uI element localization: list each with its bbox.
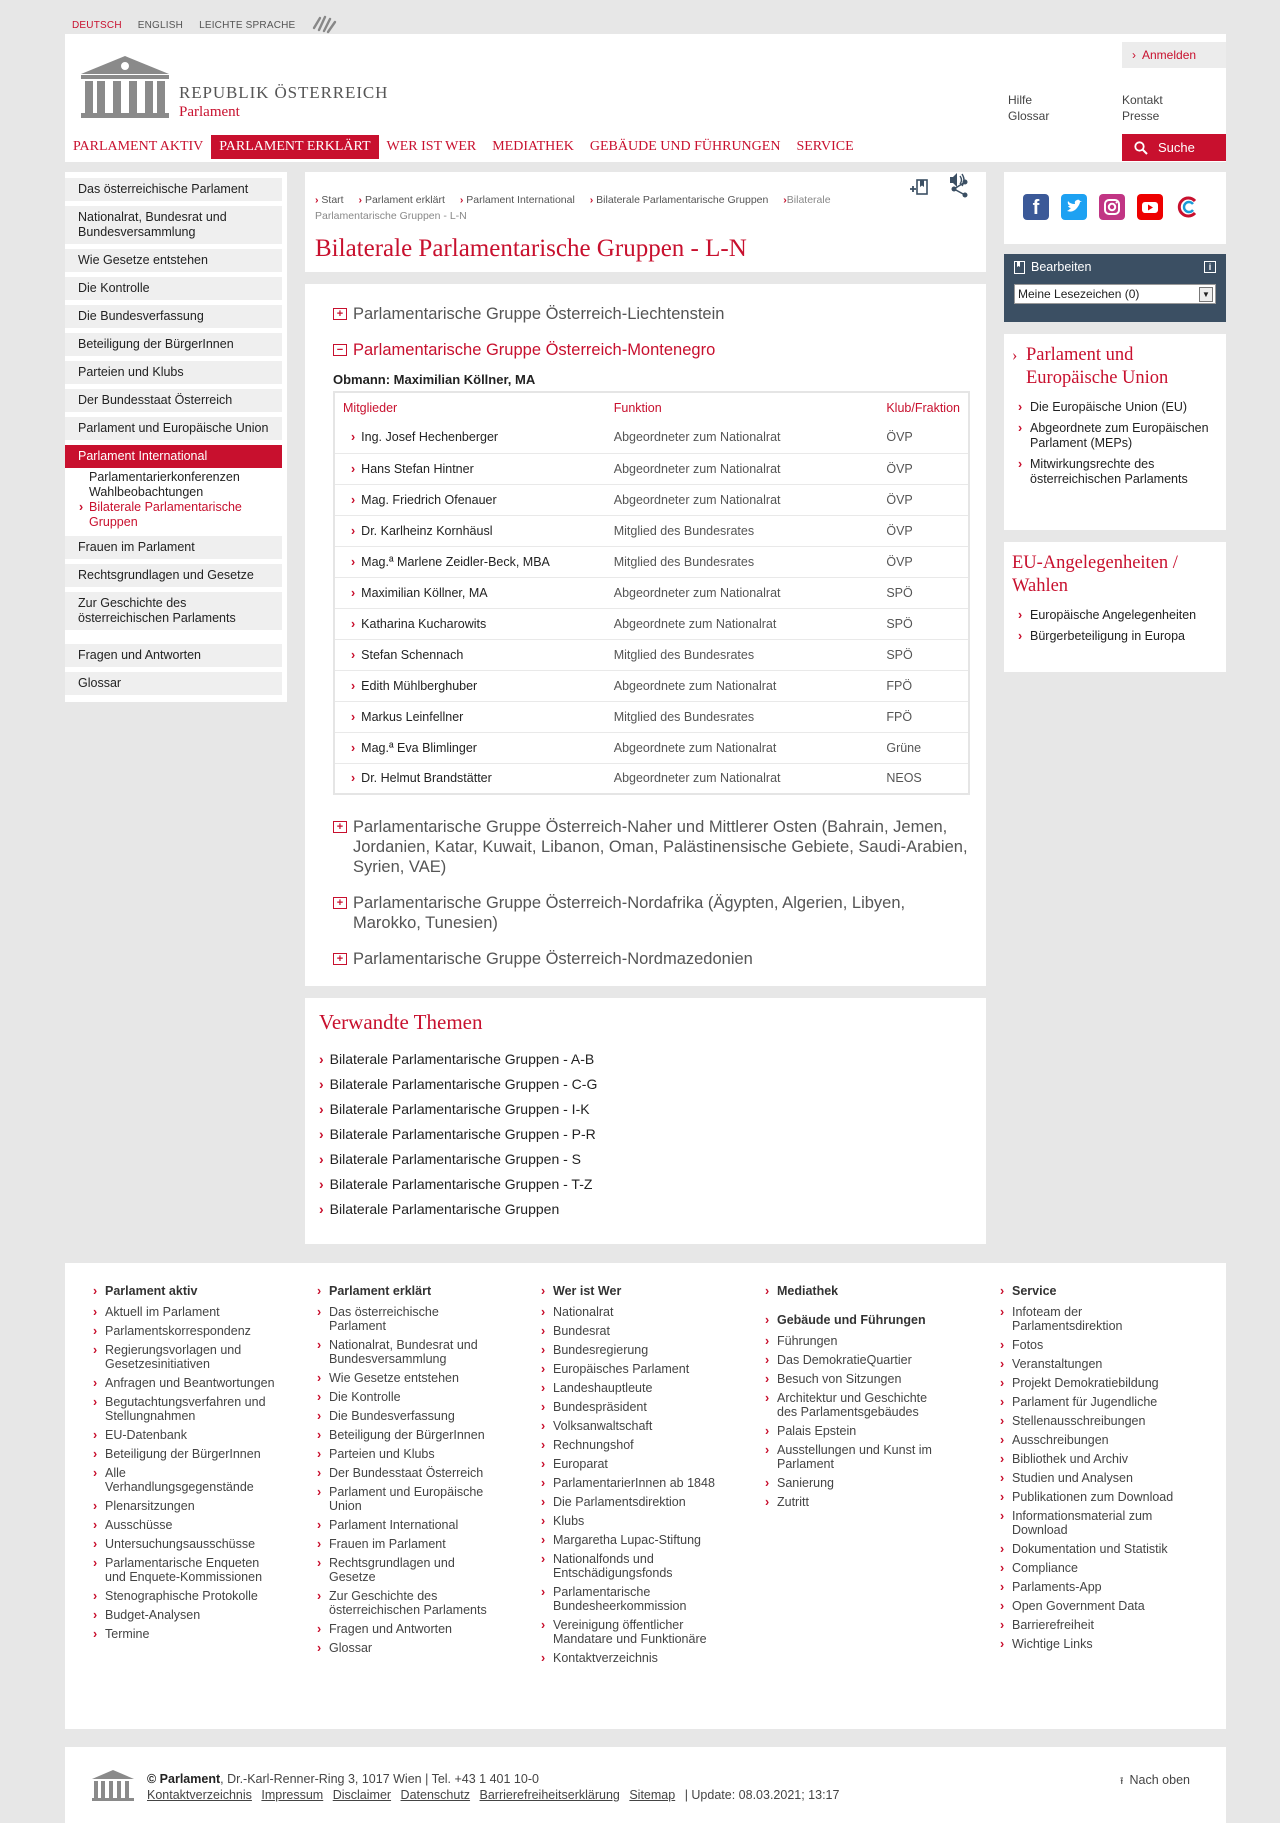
page-tools [908,178,970,201]
member-club: FPÖ [878,701,969,732]
member-club: SPÖ [878,608,969,639]
dropdown-arrow-icon: ▼ [1199,287,1213,302]
footer-sitemap-link[interactable]: › Parlament für Jugendliche [1000,1395,1175,1409]
footer-col-service [1000,1284,1175,1656]
sidebar-item[interactable]: Wie Gesetze entstehen [65,249,282,272]
press-link[interactable]: Presse [1122,109,1160,123]
footer-sitemap-link[interactable]: › Glossar [317,1641,497,1655]
footer-sitemap-link[interactable]: › Nationalrat [541,1305,721,1319]
footer-sitemap-link[interactable]: › Die Kontrolle [317,1390,497,1404]
sidebar-item[interactable]: Die Kontrolle [65,277,282,300]
accordion-title: Parlamentarische Gruppe Österreich-Nordafrika (Ägypten, Algerien, Libyen, Marokko, Tunesien) [353,894,906,932]
eu-link[interactable]: › Mitwirkungsrechte des österreichischen Parlaments [1030,457,1218,487]
bookmarks-header [1014,260,1216,274]
footer-col-erklaert [317,1284,497,1660]
demokratiewebstatt-icon[interactable] [1175,194,1201,220]
footer-sitemap-link[interactable]: › EU-Datenbank [93,1428,278,1442]
member-club: Grüne [878,732,969,763]
member-function: Abgeordneter zum Nationalrat [606,763,879,794]
member-club: ÖVP [878,453,969,484]
footer-sitemap-link[interactable]: › Nationalfonds und Entschädigungsfonds [541,1552,721,1580]
members-table [333,391,970,795]
service-links-1 [1008,92,1049,124]
footer-sitemap-link[interactable]: › Das DemokratieQuartier [765,1353,945,1367]
footer-col-mediathek [765,1284,945,1514]
footer-sitemap-link[interactable]: › Sanierung [765,1476,945,1490]
footer-col-aktiv [93,1284,278,1646]
footer-link[interactable]: Kontaktverzeichnis [147,1788,252,1802]
breadcrumb-item[interactable]: › Parlament erklärt [358,194,445,206]
sidebar-item[interactable]: Zur Geschichte des österreichischen Parlaments [65,592,282,630]
footer-sitemap-link[interactable]: › Bundespräsident [541,1400,721,1414]
instagram-icon[interactable] [1099,194,1125,220]
related-link[interactable]: › Bilaterale Parlamentarische Gruppen - S [319,1147,972,1172]
info-icon[interactable]: i [1204,261,1216,273]
footer-sitemap-link[interactable]: › Budget-Analysen [93,1608,278,1622]
footer-sitemap-link[interactable]: › Bundesrat [541,1324,721,1338]
table-row [334,639,969,670]
footer-sitemap-link[interactable]: › Landeshauptleute [541,1381,721,1395]
member-club: FPÖ [878,670,969,701]
member-function: Abgeordneter zum Nationalrat [606,577,879,608]
footer-sitemap-link[interactable]: › Besuch von Sitzungen [765,1372,945,1386]
footer-sitemap-link[interactable]: › Untersuchungsausschüsse [93,1537,278,1551]
member-name[interactable]: › Mag. Friedrich Ofenauer [334,484,606,515]
footer-sitemap-link[interactable]: › Alle Verhandlungsgegenstände [93,1466,278,1494]
col-club: Klub/Fraktion [878,392,969,422]
sidebar-subitem[interactable]: Wahlbeobachtungen [89,485,204,499]
footer-sitemap-link[interactable]: › ParlamentarierInnen ab 1848 [541,1476,721,1490]
footer-sitemap-link[interactable]: › Parlament und Europäische Union [317,1485,497,1513]
footer-link[interactable]: Impressum [261,1788,324,1802]
footer-heading[interactable]: › Mediathek [765,1284,945,1298]
table-row [334,670,969,701]
member-function: Mitglied des Bundesrates [606,515,879,546]
login-button[interactable] [1122,42,1226,68]
facebook-icon[interactable]: f [1023,194,1049,220]
sidebar-item-active[interactable]: Parlament International [65,445,282,468]
sidebar-item[interactable]: Parteien und Klubs [65,361,282,384]
member-name[interactable]: › Dr. Helmut Brandstätter [334,763,606,794]
search-button[interactable] [1122,134,1226,161]
member-function: Abgeordneter zum Nationalrat [606,453,879,484]
page-title: Bilaterale Parlamentarische Gruppen - L-N [315,235,747,262]
sidebar-subitem-label: Bilaterale Parlamentarische Gruppen [89,500,242,529]
footer-sitemap-link[interactable]: › Die Parlamentsdirektion [541,1495,721,1509]
footer-sitemap-link[interactable]: › Infoteam der Parlamentsdirektion [1000,1305,1175,1333]
footer-sitemap-link[interactable]: › Aktuell im Parlament [93,1305,278,1319]
table-row [334,608,969,639]
accordion-liechtenstein[interactable] [333,304,970,324]
footer-sitemap-link[interactable]: › Fragen und Antworten [317,1622,497,1636]
sidebar-subitem[interactable]: Parlamentarierkonferenzen [89,470,240,484]
sidebar-item[interactable]: Beteiligung der BürgerInnen [65,333,282,356]
youtube-icon[interactable] [1137,194,1163,220]
footer-sitemap-link[interactable]: › Beteiligung der BürgerInnen [93,1447,278,1461]
footer-heading[interactable]: › Parlament aktiv [93,1284,278,1298]
sidebar-item[interactable]: Der Bundesstaat Österreich [65,389,282,412]
social-links [1004,172,1226,244]
section-sidebar [65,172,287,702]
chairman: Obmann: Maximilian Köllner, MA [333,372,536,387]
sidebar-item[interactable]: Rechtsgrundlagen und Gesetze [65,564,282,587]
member-name[interactable]: › Ing. Josef Hechenberger [334,422,606,453]
plus-icon: + [333,821,347,833]
related-list [319,1047,972,1222]
table-row [334,484,969,515]
footer-sitemap-link[interactable]: › Stenographische Protokolle [93,1589,278,1603]
col-function: Funktion [606,392,879,422]
footer-col-wer [541,1284,721,1670]
footer-sitemap-link[interactable]: › Kontaktverzeichnis [541,1651,721,1665]
footer-sitemap-link[interactable]: › Informationsmaterial zum Download [1000,1509,1175,1537]
accordion-nahost[interactable] [333,817,970,877]
footer-sitemap-link[interactable]: › Beteiligung der BürgerInnen [317,1428,497,1442]
member-function: Mitglied des Bundesrates [606,701,879,732]
nav-wer-ist-wer[interactable]: WER IST WER [386,139,477,154]
nav-service[interactable]: SERVICE [796,139,854,154]
breadcrumb [315,192,875,224]
search-icon [1134,141,1148,155]
footer-sitemap-link[interactable]: › Zur Geschichte des österreichischen Parlaments [317,1589,497,1617]
parliament-logo-icon[interactable] [79,54,171,118]
related-link[interactable]: › Bilaterale Parlamentarische Gruppen - I-K [319,1097,972,1122]
eu-link[interactable]: › Abgeordnete zum Europäischen Parlament (MEPs) [1030,421,1218,451]
table-row [334,763,969,794]
footer-sitemap-link[interactable]: › Projekt Demokratiebildung [1000,1376,1175,1390]
footer-sitemap-link[interactable]: › Architektur und Geschichte des Parlamentsgebäudes [765,1391,945,1419]
col-members: Mitglieder [334,392,606,422]
footer-sitemap-link[interactable]: › Führungen [765,1334,945,1348]
bookmarks-select[interactable] [1014,284,1216,304]
footer-sitemap-link[interactable]: › Barrierefreiheit [1000,1618,1175,1632]
back-to-top-label: Nach oben [1129,1773,1190,1787]
nav-mediathek[interactable]: MEDIATHEK [492,139,574,154]
accordion-title: Parlamentarische Gruppe Österreich-Naher und Mittlerer Osten (Bahrain, Jemen, Jordanien, Katar, Kuwait, Libanon, Oman, Palästinensische Gebiete, Saudi-Arabien, Syrien, VAE) [353,818,968,876]
footer-sitemap-link[interactable]: › Studien und Analysen [1000,1471,1175,1485]
read-aloud-icon[interactable] [948,172,966,191]
breadcrumb-item[interactable]: › Parlament International [459,194,575,206]
member-function: Abgeordneter zum Nationalrat [606,484,879,515]
glossary-link[interactable]: Glossar [1008,109,1050,123]
login-label: Anmelden [1142,48,1197,62]
member-function: Abgeordneter zum Nationalrat [606,422,879,453]
footer-link-list [541,1305,721,1665]
nav-parlament-aktiv[interactable]: PARLAMENT AKTIV [73,139,204,154]
service-links-2 [1122,92,1163,124]
accordion-title: Parlamentarische Gruppe Österreich-Montenegro [353,341,716,359]
footer-sitemap-link[interactable]: › Bundesregierung [541,1343,721,1357]
accordion-nordafrika[interactable] [333,893,970,933]
add-bookmark-icon[interactable] [908,178,930,201]
twitter-icon[interactable] [1061,194,1087,220]
related-link[interactable]: › Bilaterale Parlamentarische Gruppen - C-G [319,1072,972,1097]
member-name[interactable]: › Mag.ª Eva Blimlinger [334,732,606,763]
footer-sitemap-link[interactable]: › Plenarsitzungen [93,1499,278,1513]
footer-sitemap-link[interactable]: › Wichtige Links [1000,1637,1175,1651]
footer-link-list [1000,1305,1175,1651]
sidebar-item[interactable]: Frauen im Parlament [65,536,282,559]
member-name[interactable]: › Katharina Kucharowits [334,608,606,639]
brand[interactable] [179,83,388,121]
related-link[interactable]: › Bilaterale Parlamentarische Gruppen - P-R [319,1122,972,1147]
chevron-right-icon: › [79,500,84,514]
eu-link[interactable]: › Die Europäische Union (EU) [1030,400,1218,415]
footer-sitemap-link[interactable]: › Stellenausschreibungen [1000,1414,1175,1428]
footer-sitemap-link[interactable]: › Europarat [541,1457,721,1471]
sidebar-item[interactable]: Nationalrat, Bundesrat und Bundesversammlung [65,206,282,244]
footer-link-list [317,1305,497,1655]
member-name[interactable]: › Mag.ª Marlene Zeidler-Beck, MBA [334,546,606,577]
chevron-right-icon: › [1012,347,1018,364]
footer-sitemap-link[interactable]: › Dokumentation und Statistik [1000,1542,1175,1556]
footer-sitemap-link[interactable]: › Klubs [541,1514,721,1528]
contact-link[interactable]: Kontakt [1122,93,1163,107]
footer-heading[interactable]: › Service [1000,1284,1175,1298]
member-function: Abgeordnete zum Nationalrat [606,732,879,763]
breadcrumb-item[interactable]: › Bilaterale Parlamentarische Gruppen [589,194,769,206]
related-topics [305,998,986,1244]
search-label: Suche [1158,140,1195,155]
table-row [334,422,969,453]
footer-sitemap-link[interactable]: › Parlamentskorrespondenz [93,1324,278,1338]
footer-link[interactable]: Sitemap [629,1788,676,1802]
member-name[interactable]: › Stefan Schennach [334,639,606,670]
footer-sitemap-link[interactable]: › Frauen im Parlament [317,1537,497,1551]
related-link[interactable]: › Bilaterale Parlamentarische Gruppen - T-Z [319,1172,972,1197]
member-club: NEOS [878,763,969,794]
member-name[interactable]: › Edith Mühlberghuber [334,670,606,701]
footer-heading[interactable]: › Gebäude und Führungen [765,1313,945,1327]
footer-sitemap-link[interactable]: › Nationalrat, Bundesrat und Bundesversammlung [317,1338,497,1366]
lang-easy[interactable]: LEICHTE SPRACHE [199,20,296,31]
member-club: ÖVP [878,484,969,515]
back-to-top[interactable] [1120,1773,1190,1791]
footer-link[interactable]: Datenschutz [400,1788,471,1802]
nav-gebaeude[interactable]: GEBÄUDE UND FÜHRUNGEN [589,139,781,154]
footer-sitemap-link[interactable]: › Europäisches Parlament [541,1362,721,1376]
member-name[interactable]: › Hans Stefan Hintner [334,453,606,484]
footer-sitemap-link[interactable]: › Wie Gesetze entstehen [317,1371,497,1385]
footer-sitemap-link[interactable]: › Palais Epstein [765,1424,945,1438]
footer-sitemap-link[interactable]: › Parlaments-App [1000,1580,1175,1594]
bookmarks-title: Bearbeiten [1031,260,1092,274]
footer-link-list [93,1305,278,1641]
footer-sitemap-link[interactable]: › Compliance [1000,1561,1175,1575]
member-function: Abgeordnete zum Nationalrat [606,608,879,639]
footer-sitemap-link[interactable]: › Parteien und Klubs [317,1447,497,1461]
sidebar-item[interactable]: Die Bundesverfassung [65,305,282,328]
member-club: SPÖ [878,639,969,670]
main-navigation [65,135,862,159]
table-row [334,453,969,484]
table-row [334,577,969,608]
brand-subtitle: Parlament [179,104,240,120]
page-footer [65,1747,1226,1823]
sidebar-subitem-current[interactable] [79,500,287,530]
related-title: Verwandte Themen [319,1010,483,1034]
footer-sitemap-link[interactable]: › Parlamentarische Enqueten und Enquete-Kommissionen [93,1556,278,1584]
arrow-up-icon: ⭱ [1120,1776,1124,1787]
footer-text [147,1771,839,1803]
accordion-montenegro[interactable] [333,340,970,360]
sidebar-item[interactable]: Glossar [65,672,282,695]
footer-sitemap-link[interactable]: › Das österreichische Parlament [317,1305,497,1333]
last-update: | Update: 08.03.2021; 13:17 [684,1788,840,1802]
member-club: ÖVP [878,422,969,453]
minus-icon: − [333,344,347,356]
eu-elections-link[interactable]: › Europäische Angelegenheiten [1030,608,1218,623]
member-club: ÖVP [878,546,969,577]
footer-sitemap-link[interactable]: › Parlament International [317,1518,497,1532]
table-row [334,701,969,732]
footer-sitemap-link[interactable]: › Ausschreibungen [1000,1433,1175,1447]
member-club: SPÖ [878,577,969,608]
table-row [334,546,969,577]
footer-sitemap-link[interactable]: › Der Bundesstaat Österreich [317,1466,497,1480]
member-function: Mitglied des Bundesrates [606,639,879,670]
eu-panel [1004,334,1226,530]
help-link[interactable]: Hilfe [1008,93,1033,107]
bookmarks-panel [1004,254,1226,322]
main-content [305,284,986,986]
table-row [334,732,969,763]
brand-title: REPUBLIK ÖSTERREICH [179,83,389,102]
footer-sitemap-link[interactable]: › Termine [93,1627,278,1641]
footer-sitemap-link[interactable]: › Rechtsgrundlagen und Gesetze [317,1556,497,1584]
eu-elections-panel [1004,542,1226,672]
member-name[interactable]: › Maximilian Köllner, MA [334,577,606,608]
lang-deutsch[interactable]: DEUTSCH [72,20,122,31]
member-name[interactable]: › Markus Leinfellner [334,701,606,732]
address: , Dr.-Karl-Renner-Ring 3, 1017 Wien | Tel. +43 1 401 10-0 [220,1772,539,1786]
accordion-title: Parlamentarische Gruppe Österreich-Liechtenstein [353,305,725,323]
sidebar-item[interactable]: Parlament und Europäische Union [65,417,282,440]
eu-elections-link[interactable]: › Bürgerbeteiligung in Europa [1030,629,1218,644]
footer-sitemap-link[interactable]: › Rechnungshof [541,1438,721,1452]
footer-sitemap-link[interactable]: › Publikationen zum Download [1000,1490,1175,1504]
footer-sitemap-link[interactable]: › Begutachtungsverfahren und Stellungnahmen [93,1395,278,1423]
footer-link-list [765,1334,945,1509]
footer-heading[interactable]: › Parlament erklärt [317,1284,497,1298]
bookmarks-edit[interactable] [1014,260,1091,274]
copyright: © Parlament [147,1772,221,1786]
footer-sitemap-link[interactable]: › Die Bundesverfassung [317,1409,497,1423]
member-name[interactable]: › Dr. Karlheinz Kornhäusl [334,515,606,546]
footer-sitemap-link[interactable]: › Veranstaltungen [1000,1357,1175,1371]
plus-icon: + [333,897,347,909]
plus-icon: + [333,953,347,965]
member-function: Abgeordnete zum Nationalrat [606,670,879,701]
breadcrumb-current: ›Bilaterale Parlamentarische Gruppen - L-N [315,194,831,222]
footer-sitemap-link[interactable]: › Fotos [1000,1338,1175,1352]
footer-link[interactable]: Barrierefreiheitserklärung [479,1788,620,1802]
footer-sitemap-link[interactable]: › Anfragen und Beantwortungen [93,1376,278,1390]
chevron-right-icon: › [1132,48,1136,62]
footer-sitemap-link[interactable]: › Vereinigung öffentlicher Mandatare und Funktionäre [541,1618,721,1646]
footer-sitemap-link[interactable]: › Margaretha Lupac-Stiftung [541,1533,721,1547]
footer-sitemap-link[interactable]: › Ausstellungen und Kunst im Parlament [765,1443,945,1471]
bookmarks-select-value: Meine Lesezeichen (0) [1018,287,1140,301]
sidebar-item[interactable]: Das österreichische Parlament [65,178,282,201]
plus-icon: + [333,308,347,320]
sidebar-item[interactable]: Fragen und Antworten [65,644,282,667]
table-row [334,515,969,546]
accordion-title: Parlamentarische Gruppe Österreich-Nordmazedonien [353,950,753,968]
footer-sitemap-link[interactable]: › Bibliothek und Archiv [1000,1452,1175,1466]
footer-sitemap [65,1263,1226,1729]
footer-sitemap-link[interactable]: › Zutritt [765,1495,945,1509]
footer-sitemap-link[interactable]: › Volksanwaltschaft [541,1419,721,1433]
eu-panel-title[interactable] [1012,344,1218,390]
member-function: Mitglied des Bundesrates [606,546,879,577]
site-header [65,34,1226,162]
related-link[interactable]: › Bilaterale Parlamentarische Gruppen - A-B [319,1047,972,1072]
sidebar-subitems [65,468,287,536]
page-heading-box [305,172,986,272]
breadcrumb-item[interactable]: › Start [315,194,344,206]
footer-heading[interactable]: › Wer ist Wer [541,1284,721,1298]
nav-parlament-erklaert[interactable]: PARLAMENT ERKLÄRT [211,135,378,159]
eu-elections-title: EU-Angelegenheiten / Wahlen [1012,553,1178,596]
footer-sitemap-link[interactable]: › Ausschüsse [93,1518,278,1532]
eu-panel-title-label: Parlament und Europäische Union [1026,345,1169,388]
related-link[interactable]: › Bilaterale Parlamentarische Gruppen [319,1197,972,1222]
accordion-nordmazedonien[interactable] [333,949,970,969]
footer-sitemap-link[interactable]: › Parlamentarische Bundesheerkommission [541,1585,721,1613]
footer-sitemap-link[interactable]: › Regierungsvorlagen und Gesetzesinitiativen [93,1343,278,1371]
footer-sitemap-link[interactable]: › Open Government Data [1000,1599,1175,1613]
lang-english[interactable]: ENGLISH [137,20,184,31]
member-club: ÖVP [878,515,969,546]
footer-link[interactable]: Disclaimer [332,1788,392,1802]
bookmark-icon [1014,261,1025,274]
footer-logo-icon [91,1769,135,1804]
